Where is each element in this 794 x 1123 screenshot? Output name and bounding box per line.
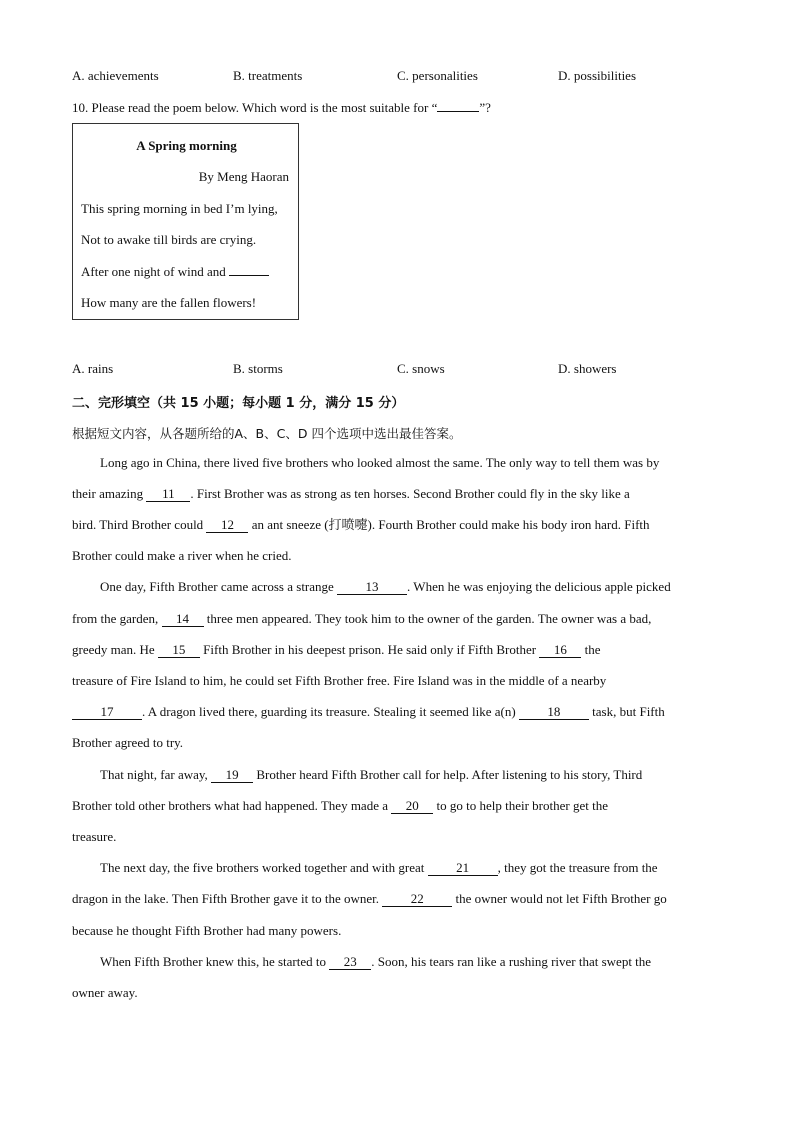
blank-19: [211, 768, 253, 783]
passage-text: dragon in the lake. Then Fifth Brother gave it to the owner.: [72, 891, 383, 906]
q10-blank: [437, 99, 479, 112]
blank-number: 18: [547, 704, 561, 719]
passage-text: That night, far away,: [100, 767, 212, 782]
poem-title: A Spring morning: [136, 138, 237, 153]
poem-line: How many are the fallen flowers!: [81, 295, 257, 310]
passage-line: treasure.: [72, 829, 117, 844]
passage-text: Brother heard Fifth Brother call for help. After listening to his story, Third: [253, 767, 643, 782]
poem-box: [72, 123, 299, 320]
poem-blank: [229, 263, 269, 276]
passage-line: Brother could make a river when he cried.: [72, 548, 292, 563]
blank-number: 12: [220, 517, 234, 532]
blank-22: [382, 892, 452, 907]
passage-line: [100, 860, 658, 876]
passage-line: Brother agreed to try.: [72, 735, 184, 750]
blank-20: [391, 799, 433, 814]
blank-23: [329, 955, 371, 970]
q10-option-b: B. storms: [233, 361, 283, 376]
passage-text: . First Brother was as strong as ten horses. Second Brother could fly in the sky like a: [190, 486, 630, 501]
passage-line: [100, 954, 651, 970]
blank-number: 21: [456, 860, 470, 875]
q9-option-c: C. personalities: [397, 68, 478, 83]
passage-text: bird. Third Brother could: [72, 517, 207, 532]
blank-17: [72, 705, 142, 720]
blank-15: [158, 643, 200, 658]
blank-number: 20: [405, 798, 419, 813]
blank-14: [162, 612, 204, 627]
blank-number: 17: [100, 704, 114, 719]
passage-line: owner away.: [72, 985, 138, 1000]
q10-option-d: D. showers: [558, 361, 617, 376]
q10-option-a: A. rains: [72, 361, 114, 376]
passage-text: . A dragon lived there, guarding its treasure. Stealing it seemed like a(n): [142, 704, 519, 719]
q10-prompt: [72, 99, 491, 116]
passage-text: . When he was enjoying the delicious apple picked: [407, 579, 671, 594]
blank-18: [519, 705, 589, 720]
passage-line: [72, 642, 600, 658]
passage-text: , they got the treasure from the: [497, 860, 658, 875]
poem-line: Not to awake till birds are crying.: [81, 232, 257, 247]
passage-text: the owner would not let Fifth Brother go: [452, 891, 667, 906]
passage-line: [100, 579, 671, 595]
passage-text: an ant sneeze (打喷嚏). Fourth Brother could make his body iron hard. Fifth: [248, 517, 650, 532]
passage-line: [100, 767, 642, 783]
q10-prompt-end: ”?: [479, 100, 491, 115]
passage-line: [72, 517, 650, 533]
passage-line: [72, 891, 667, 907]
blank-11: [146, 487, 190, 502]
poem-line: This spring morning in bed I’m lying,: [81, 201, 278, 216]
poem-line-with-blank: [81, 263, 269, 280]
passage-text: Fifth Brother in his deepest prison. He said only if Fifth Brother: [199, 642, 540, 657]
q10-option-c: C. snows: [397, 361, 445, 376]
blank-12: [206, 518, 248, 533]
q10-prompt-text: 10. Please read the poem below. Which word is the most suitable for “: [72, 100, 438, 115]
section-heading: 二、完形填空（共 15 小题；每小题 1 分，满分 15 分）: [72, 396, 405, 411]
passage-text: their amazing: [72, 486, 147, 501]
blank-number: 15: [172, 642, 186, 657]
passage-text: . Soon, his tears ran like a rushing river that swept the: [371, 954, 652, 969]
blank-number: 14: [176, 611, 190, 626]
passage-line: Long ago in China, there lived five brothers who looked almost the same. The only way to tell them was by: [100, 455, 660, 470]
passage-line: [72, 704, 665, 720]
passage-text: task, but Fifth: [588, 704, 665, 719]
blank-13: [337, 580, 407, 595]
poem-line-text: After one night of wind and: [81, 264, 230, 279]
passage-line: [72, 611, 651, 627]
passage-line: [72, 798, 608, 814]
blank-number: 22: [410, 891, 424, 906]
passage-text: the: [581, 642, 601, 657]
blank-21: [428, 861, 498, 876]
section-instruction: 根据短文内容，从各题所给的A、B、C、D 四个选项中选出最佳答案。: [72, 426, 462, 441]
q10-options: [72, 361, 732, 379]
blank-number: 19: [225, 767, 239, 782]
passage-line: treasure of Fire Island to him, he could set Fifth Brother free. Fire Island was in the middle of a nearby: [72, 673, 607, 688]
passage-text: greedy man. He: [72, 642, 158, 657]
q9-option-a: A. achievements: [72, 68, 159, 83]
q9-option-d: D. possibilities: [558, 68, 637, 83]
blank-number: 11: [162, 486, 175, 501]
q9-options: [72, 68, 732, 86]
passage-text: The next day, the five brothers worked together and with great: [100, 860, 428, 875]
blank-number: 16: [553, 642, 567, 657]
passage-line: because he thought Fifth Brother had many powers.: [72, 923, 342, 938]
passage-text: three men appeared. They took him to the owner of the garden. The owner was a bad,: [203, 611, 652, 626]
passage-text: When Fifth Brother knew this, he started to: [100, 954, 330, 969]
passage-text: One day, Fifth Brother came across a strange: [100, 579, 338, 594]
passage-text: Brother told other brothers what had happened. They made a: [72, 798, 392, 813]
poem-author: By Meng Haoran: [198, 169, 289, 184]
passage-text: from the garden,: [72, 611, 162, 626]
passage-line: [72, 486, 630, 502]
q9-option-b: B. treatments: [233, 68, 303, 83]
passage-text: to go to help their brother get the: [433, 798, 608, 813]
blank-number: 13: [365, 579, 379, 594]
blank-16: [539, 643, 581, 658]
blank-number: 23: [343, 954, 357, 969]
